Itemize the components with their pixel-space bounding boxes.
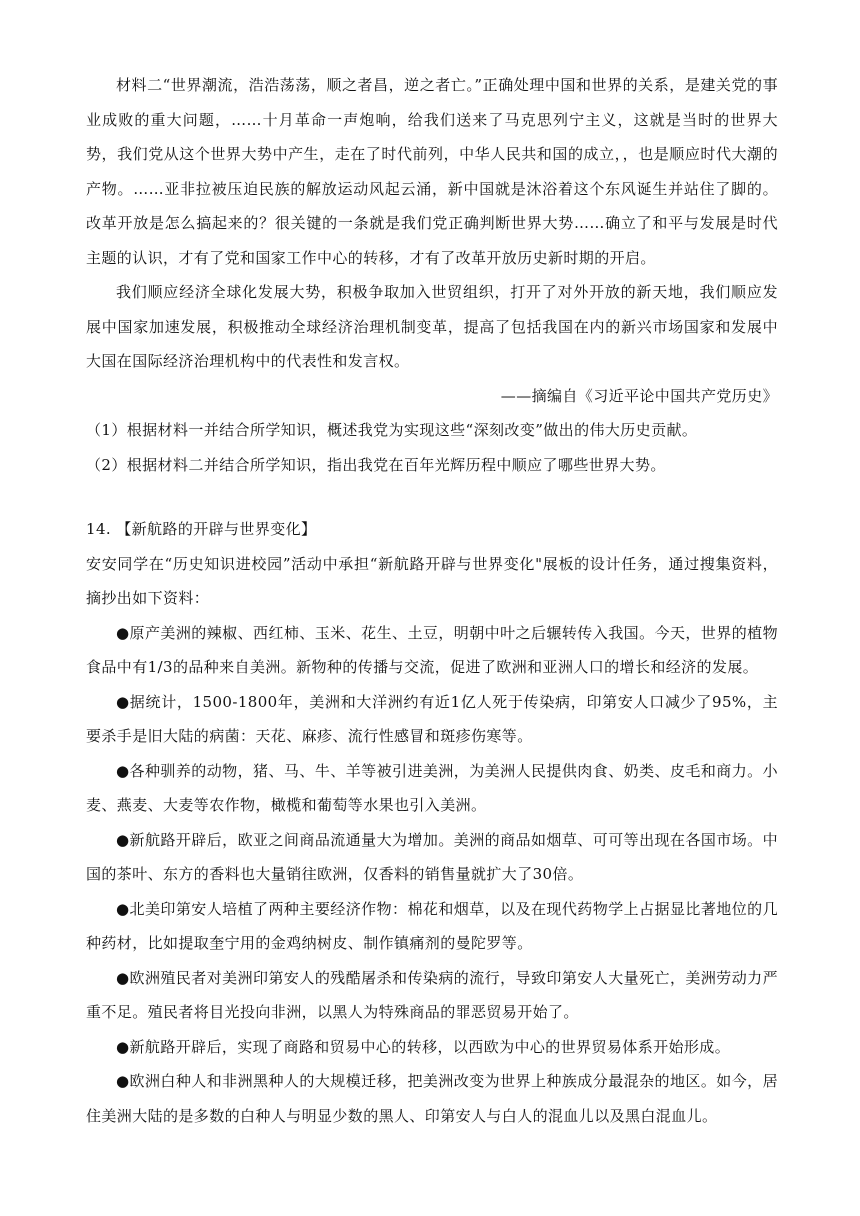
q14-bullet-item: ●据统计，1500-1800年，美洲和大洋洲约有近1亿人死于传染病，印第安人口减少了95%，主要杀手是旧大陆的病菌：天花、麻疹、流行性感冒和斑疹伤寒等。	[86, 692, 778, 745]
q14-heading: 14. 【新航路的开辟与世界变化】	[86, 520, 317, 538]
material2-citation: ——摘编自《习近平论中国共产党历史》	[500, 386, 778, 405]
material2-paragraph-2: 我们顺应经济全球化发展大势，积极争取加入世贸组织，打开了对外开放的新天地，我们顺应发展中国家加速发展，积极推动全球经济治理机制变革，提高了包括我国在内的新兴市场国家和发展中大国在国际经济治理机构中的代表性和发言权。	[86, 283, 778, 370]
q14-bullet-item: ●新航路开辟后，欧亚之间商品流通量大为增加。美洲的商品如烟草、可可等出现在各国市场。中国的茶叶、东方的香料也大量销往欧洲，仅香料的销售量就扩大了30倍。	[86, 830, 778, 883]
q14-bullet-list	[86, 616, 778, 1134]
question-2: （2）根据材料二并结合所学知识，指出我党在百年光辉历程中顺应了哪些世界大势。	[86, 455, 666, 474]
q14-bullet-item: ●各种驯养的动物，猪、马、牛、羊等被引进美洲，为美洲人民提供肉食、奶类、皮毛和商力。小麦、燕麦、大麦等农作物，橄榄和葡萄等水果也引入美洲。	[86, 761, 778, 814]
section-gap	[86, 482, 778, 512]
q14-bullet-item: ●新航路开辟后，实现了商路和贸易中心的转移，以西欧为中心的世界贸易体系开始形成。	[116, 1037, 731, 1056]
document-page	[86, 68, 778, 1133]
material2-paragraph-1: 材料二“世界潮流，浩浩荡荡，顺之者昌，逆之者亡。”正确处理中国和世界的关系，是建关党的事业成败的重大问题，……十月革命一声炮响，给我们送来了马克思列宁主义，这就是当时的世界大势，我们党从这个世界大势中产生，走在了时代前列，中华人民共和国的成立，，也是顺应时代大潮的产物。……亚非拉被压迫民族的解放运动风起云涌，新中国就是沐浴着这个东风诞生并站住了脚的。改革开放是怎么搞起来的？很关键的一条就是我们党正确判断世界大势……确立了和平与发展是时代主题的认识，才有了党和国家工作中心的转移，才有了改革开放历史新时期的开启。	[86, 76, 778, 267]
q14-bullet-item: ●欧洲白种人和非洲黑种人的大规模迁移，把美洲改变为世界上种族成分最混杂的地区。如今，居住美洲大陆的是多数的白种人与明显少数的黑人、印第安人与白人的混血儿以及黑白混血儿。	[86, 1072, 778, 1125]
q14-bullet-item: ●欧洲殖民者对美洲印第安人的残酷屠杀和传染病的流行，导致印第安人大量死亡，美洲劳动力严重不足。殖民者将目光投向非洲，以黑人为特殊商品的罪恶贸易开始了。	[86, 968, 778, 1021]
q14-bullet-item: ●北美印第安人培植了两种主要经济作物：棉花和烟草，以及在现代药物学上占据显比著地位的几种药材，比如提取奎宁用的金鸡纳树皮、制作镇痛剂的曼陀罗等。	[86, 899, 778, 952]
question-1: （1）根据材料一并结合所学知识，概述我党为实现这些“深刻改变”做出的伟大历史贡献。	[86, 421, 698, 439]
q14-intro: 安安同学在“历史知识进校园”活动中承担“新航路开辟与世界变化"展板的设计任务，通过搜集资料，摘抄出如下资料：	[86, 554, 778, 607]
q14-bullet-item: ●原产美洲的辣椒、西红柿、玉米、花生、土豆，明朝中叶之后辗转传入我国。今天，世界的植物食品中有1/3的品种来自美洲。新物种的传播与交流，促进了欧洲和亚洲人口的增长和经济的发展。	[86, 623, 778, 676]
